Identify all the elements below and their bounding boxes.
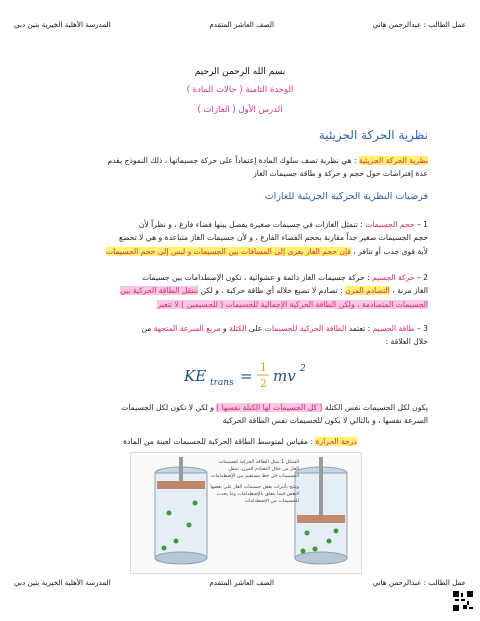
footer-grade: الصف العاشر المتقدم bbox=[209, 578, 274, 587]
p1-highlight: فإن حجم الغاز يعزى إلى المسافات بين الجسيمات و ليس إلى حجم الجسيمات bbox=[106, 246, 351, 256]
footer-school: المدرسة الأهلية الخيرية بنين دبي bbox=[14, 578, 111, 587]
p2-line2a: الغاز مرنة ، bbox=[389, 286, 428, 296]
caption-line1: الشكل 1 يمثل الطاقة الحركية لجسيمات الغاز من خلال التصادم المرن، تنتقل الجسيمات في خط مستقيم بين الإصطدامات bbox=[210, 460, 299, 479]
p2-line3: الجسيمات المتصادمة ، ولكن الطاقة الحركية الإجمالية للجسيمات ( للجسيمين ) لا تتغير bbox=[157, 299, 428, 309]
formula-mv: mv bbox=[273, 367, 296, 385]
assumption-2 bbox=[40, 271, 428, 311]
basmala: بسم الله الرحمن الرحيم bbox=[194, 67, 286, 77]
p3-line1a: : تعتمد bbox=[346, 324, 373, 333]
definition-text-2: عدة إفتراضات حول حجم و حركة و طاقة جسيمات الغاز bbox=[253, 169, 428, 179]
footer-student: عمل الطالب : عبدالرحمن هاني bbox=[372, 578, 466, 587]
p1-term: حجم الجسيمات bbox=[365, 220, 415, 229]
p3-velocity: مربع السرعة المتجهة bbox=[153, 324, 221, 333]
gas-particles-figure bbox=[130, 452, 362, 574]
header-school: المدرسة الأهلية الخيرية بنين دبي bbox=[14, 20, 111, 29]
assumptions-title: فرضيات النظرية الحركية الجزيئية للغازات bbox=[264, 191, 428, 202]
page-header bbox=[14, 20, 466, 34]
p1-line1: : تتمثل الغازات في جسيمات صغيرة يفصل بينها فضاء فارغ ، و نظراً لأن bbox=[138, 220, 366, 229]
p1-line3a: لأية قوى جذب أو تنافر ، bbox=[350, 246, 428, 256]
p3-line1e: و bbox=[220, 324, 230, 333]
formula-ke: KE bbox=[184, 367, 207, 385]
formula-eq: = bbox=[240, 367, 253, 385]
p3-term: طاقة الجسيم bbox=[372, 324, 415, 333]
p2-line2c: : تصادم لا تضيع خلاله أي طاقة حركية ، و لكن bbox=[198, 286, 346, 296]
note-line1c: و لكن لا تكون لكل الجسيمات bbox=[121, 403, 217, 412]
temperature-definition bbox=[0, 437, 480, 446]
note-line2: السرعة نفسها ، و بالتالي لا يكون للجسيمات نفس الطاقة الحركية bbox=[222, 416, 428, 426]
p3-num: 3 – bbox=[414, 324, 428, 333]
p2-line2d: تنتقل الطاقة الحركية بين bbox=[120, 286, 199, 296]
header-student: عمل الطالب : عبدالرحمن هاني bbox=[372, 20, 466, 29]
caption-line2: وتنتج تأثيرات بعض جسيمات الغاز على بعضها البعض فيما يتعلق بالإصطدامات وما يحدث للجسيمات من الإصطدامات bbox=[210, 485, 299, 504]
note-line1b: ( كل الجسيمات لها الكتلة نفسها ) bbox=[216, 403, 323, 412]
lesson-title: الدرس الأول ( الغازات ) bbox=[197, 105, 283, 115]
definition-term: نظرية الحركة الجزيئية bbox=[358, 156, 428, 165]
formula-num: 1 bbox=[260, 361, 267, 374]
p1-num: 1 – bbox=[414, 220, 428, 229]
p3-line1g: من bbox=[141, 324, 154, 333]
mass-velocity-note bbox=[40, 401, 428, 428]
p3-mass: الكتلة bbox=[229, 324, 247, 333]
formula-sup: 2 bbox=[300, 364, 306, 374]
page-footer bbox=[14, 578, 466, 592]
formula-sub: trans bbox=[210, 378, 234, 388]
temperature-text: : مقياس لمتوسط الطاقة الحركية للجسيمات لعينة من المادة bbox=[123, 437, 316, 446]
assumption-1 bbox=[40, 218, 428, 258]
temperature-term: درجة الحرارة bbox=[315, 437, 357, 446]
unit-title: الوحدة الثامنة ( حالات المادة ) bbox=[186, 85, 294, 95]
p3-line1c: على bbox=[246, 324, 265, 333]
p2-elastic: التصادم المرن bbox=[345, 286, 390, 296]
p2-term: حركة الجسيم bbox=[372, 273, 415, 282]
formula-den: 2 bbox=[260, 377, 267, 390]
qr-code-icon bbox=[453, 591, 473, 611]
assumption-3 bbox=[40, 322, 428, 349]
figure-caption bbox=[209, 459, 299, 505]
definition-text-1: : هي نظرية تصف سلوك المادة إعتماداً على حركة جسيماتها ، ذلك النموذج يقدم bbox=[107, 156, 359, 165]
p1-line2: حجم الجسيمات صغير جداً مقارنة بحجم الفضاء الفارغ ، و لأن جسيمات الغاز متباعدة و هي لا تخضع bbox=[118, 233, 428, 243]
p2-line1: : حركة جسيمات الغاز دائمة و عشوائية ، تكون الإصطدامات بين جسيمات bbox=[141, 273, 373, 282]
kinetic-energy-formula bbox=[170, 355, 330, 395]
definition-paragraph bbox=[40, 154, 428, 181]
section-title: نظرية الحركة الجزيئية bbox=[318, 128, 428, 142]
note-line1a: يكون لكل الجسيمات نفس الكتلة bbox=[322, 403, 428, 412]
p3-line2: خلال العلاقة : bbox=[385, 337, 428, 347]
header-grade: الصف العاشر المتقدم bbox=[209, 20, 274, 29]
p2-num: 2 – bbox=[414, 273, 428, 282]
p3-ke: الطاقة الحركية للجسيمات bbox=[264, 324, 347, 333]
